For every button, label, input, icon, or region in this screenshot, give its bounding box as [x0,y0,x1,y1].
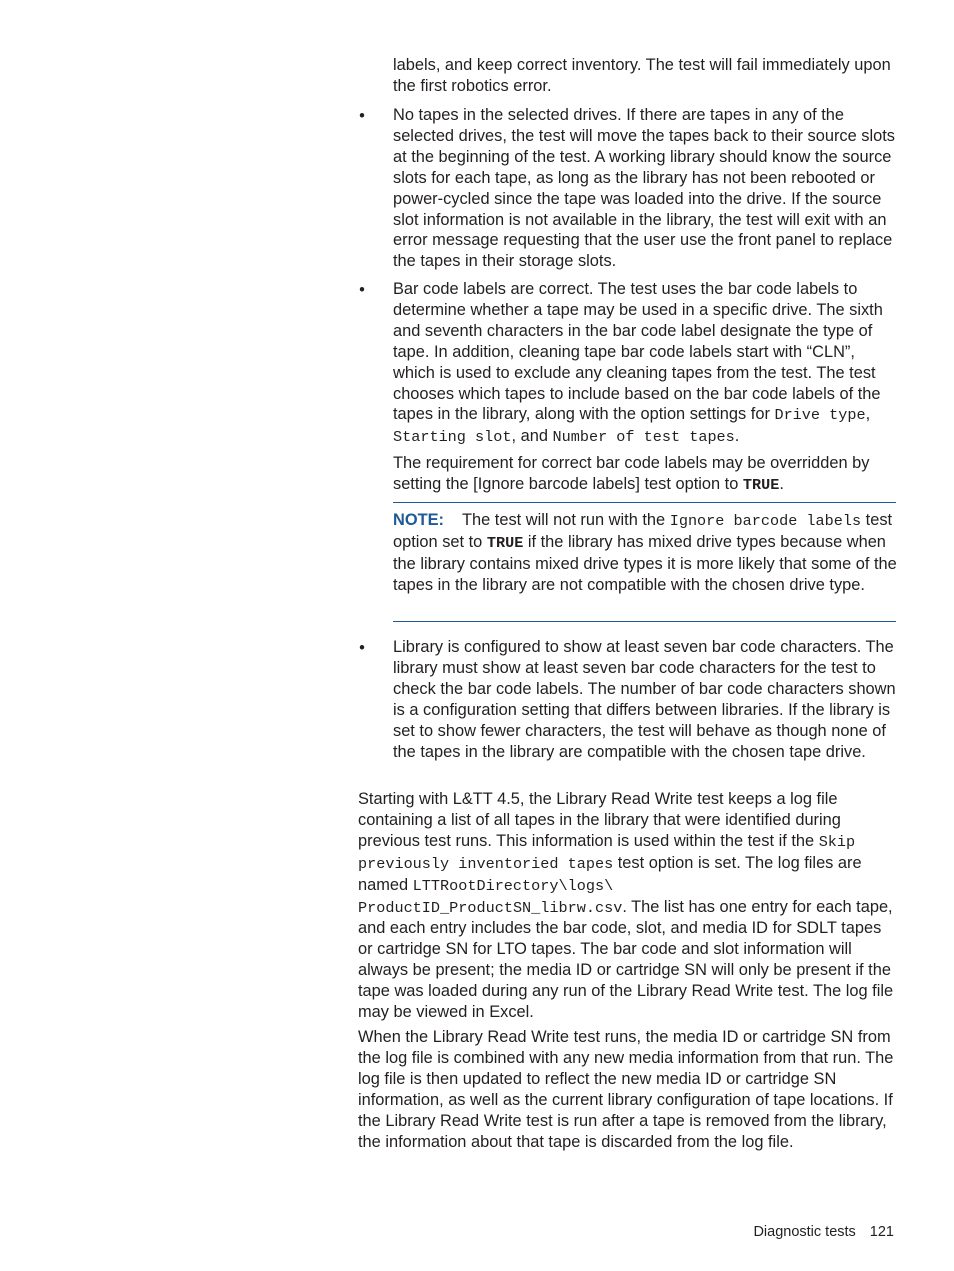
log-file-path: LTTRootDirectory\logs\ [412,876,614,895]
page-number: 121 [869,1224,894,1240]
bar-code-override-paragraph: The requirement for correct bar code labels may be overridden by setting the [Ignore barcode labels] test option to TRUE. [393,454,870,494]
bullet-bar-code-labels: Bar code labels are correct. The test uses the bar code labels to determine whether a tape may be used in a specific drive. The sixth and seventh characters in the bar code label designate the type of tape. In addition, cleaning tape bar code labels start with “CLN”, which is used to exclude any cleaning tapes from the test. The test chooses which tapes to include based on the bar code labels of the tapes in the library, along with the option settings for Drive type, Starting slot, and Number of test tapes. [393,280,883,447]
log-file-paragraph: Starting with L&TT 4.5, the Library Read Write test keeps a log file containing a list of all tapes in the library that were identified during previous test runs. This information is used within the test if the Skip previously inventoried tapes test option is set. The log files are named LTTRootDirectory\logs\ ProductID_ProductSN_librw.csv. The list has one entry for each tape, and each entry includes the bar code, slot, and media ID for SDLT tapes or cartridge SN for LTO tapes. The bar code and slot information will always be present; the media ID or cartridge SN will only be present if the tape was loaded during any run of the Library Read Write test. The log file may be viewed in Excel. [358,790,894,1022]
bullet-no-tapes-in-drives: No tapes in the selected drives. If there are tapes in any of the selected drives, the test will move the tapes back to their source slots at the beginning of the test. A working library should know the source slots for each tape, as long as the library has not been rebooted or power-cycled since the tape was loaded into the drive. If the source slot information is not available in the library, the test will exit with an error message requesting that the user use the front panel to replace the tapes in their storage slots. [393,106,895,271]
log-file-name: ProductID_ProductSN_librw.csv [358,898,623,917]
footer-section-title: Diagnostic tests [753,1224,856,1240]
page-footer [753,1222,894,1243]
true-value: TRUE [742,475,780,494]
true-value: TRUE [486,533,524,552]
log-update-paragraph: When the Library Read Write test runs, the media ID or cartridge SN from the log file is combined with any new media information from that run. The log file is then updated to reflect the new media ID or cartridge SN information, as well as the current library configuration of tape locations. If the Library Read Write test is run after a tape is removed from the library, the information about that tape is discarded from the log file. [358,1028,894,1151]
option-starting-slot: Starting slot [393,428,512,447]
bullet-seven-characters: Library is configured to show at least seven bar code characters. The library must show at least seven bar code characters for the test to check the bar code labels. The number of bar code characters shown is a configuration setting that differs between libraries. If the library is set to show fewer characters, the test will behave as though none of the tapes in the library are compatible with the chosen tape drive. [393,638,896,761]
option-number-of-test-tapes: Number of test tapes [552,428,735,447]
note-box: NOTE: The test will not run with the Ignore barcode labels test option set to TRUE if the library has mixed drive types because when the library contains mixed drive types it is more likely that some of the tapes in the library are not compatible with the chosen drive type. [393,511,897,594]
continued-paragraph: labels, and keep correct inventory. The test will fail immediately upon the first robotics error. [393,56,891,95]
note-bottom-rule [393,621,896,622]
note-top-rule [393,502,896,503]
option-ignore-barcode-labels: Ignore barcode labels [669,512,862,530]
bullet-marker: • [359,639,365,657]
note-label: NOTE: [393,511,444,529]
bullet-marker: • [359,281,365,299]
bullet-marker: • [359,107,365,125]
option-skip-previously-inventoried: Skip previously inventoried tapes [358,832,856,873]
option-drive-type: Drive type [774,406,866,425]
